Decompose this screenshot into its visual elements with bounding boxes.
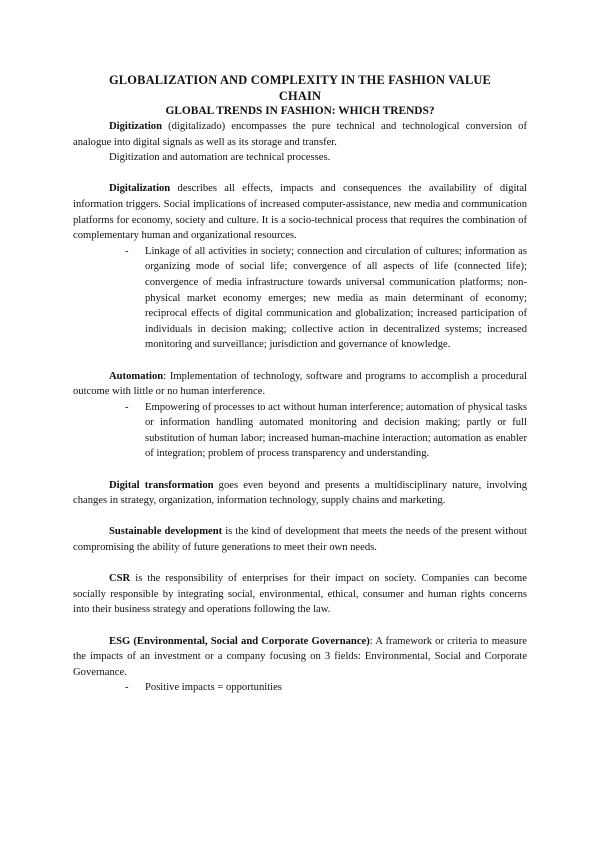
automation-term: Automation [109,370,164,382]
sustainable-development-text: is the kind of development that meets the needs of the present without compromising the ability of future generations to meet their own needs. [73,526,527,554]
esg-paragraph [73,634,527,681]
automation-list [73,400,527,462]
digital-transformation-term: Digital transformation [109,479,214,491]
section-subtitle: GLOBAL TRENDS IN FASHION: WHICH TRENDS? [165,105,435,117]
dash-bullet: - [125,682,129,694]
esg-term: ESG (Environmental, Social and Corporate Governance) [109,635,370,647]
esg-list [73,680,527,696]
csr-term: CSR [109,573,131,585]
esg-bullet-text: Positive impacts = opportunities [145,682,282,694]
list-item [125,400,527,462]
digitization-text: (digitalizado) encompasses the pure technical and technological conversion of analogue into digital signals as well as its storage and transfer. [73,121,527,148]
title-line-1: GLOBALIZATION AND COMPLEXITY IN THE FASHION VALUE [108,73,492,87]
digitalization-text: describes all effects, impacts and consequences the availability of digital information triggers. Social implications of increased computer-assistance, new media and communication platforms for economy, society and culture. It is a socio-technical process that requires the combination of complementary human and organizational resources. [73,183,527,242]
dash-bullet: - [125,401,129,413]
sustainable-development-paragraph [73,524,527,555]
digitization-term: Digitization [109,121,162,132]
digital-transformation-text: goes even beyond and presents a multidisciplinary nature, involving changes in strategy, organization, information technology, supply chains and marketing. [73,479,527,507]
list-item [125,680,527,696]
automation-text: : Implementation of technology, software and programs to accomplish a procedural outcome with little or no human interference. [73,370,527,398]
dash-bullet: - [125,245,129,257]
csr-paragraph [73,571,527,618]
digital-transformation-paragraph [73,478,527,509]
digitalization-bullet-text: Linkage of all activities in society; connection and circulation of cultures; information as organizing mode of social life; convergence of all aspects of life (connected life); convergence of media infrastructure towards universal communication platforms; non-physical market economy emerges; new media as main determinant of economy; reciprocal effects of digital communication and globalization; increased participation of individuals in decision making; collective action in decentralized systems; increased monitoring and surveillance; jurisdiction and governance of knowledge. [145,245,527,351]
digitalization-paragraph [73,181,527,243]
title-line-2: CHAIN [278,89,322,103]
digitization-paragraph [73,119,527,150]
automation-bullet-text: Empowering of processes to act without human interference; automation of physical tasks or information handling automated monitoring and decision making; partly or full substitution of human labor; increased human-machine interaction; automation as enabler of integration; problem of process transparency and understanding. [145,401,527,460]
list-item [125,244,527,353]
csr-text: is the responsibility of enterprises for their impact on society. Companies can become socially responsible by integrating social, environmental, ethical, consumer and human rights concerns into their business strategy and operations following the law. [73,573,527,616]
automation-paragraph [73,369,527,400]
document-title [73,72,527,104]
digitization-note: Digitization and automation are technical processes. [109,152,331,164]
sustainable-development-term: Sustainable development [109,526,223,538]
digitalization-term: Digitalization [109,183,171,195]
digitalization-list [73,244,527,353]
esg-text: : A framework or criteria to measure the impacts of an investment or a company focusing on 3 fields: Environmental, Social and Corporate Governance. [73,635,528,678]
